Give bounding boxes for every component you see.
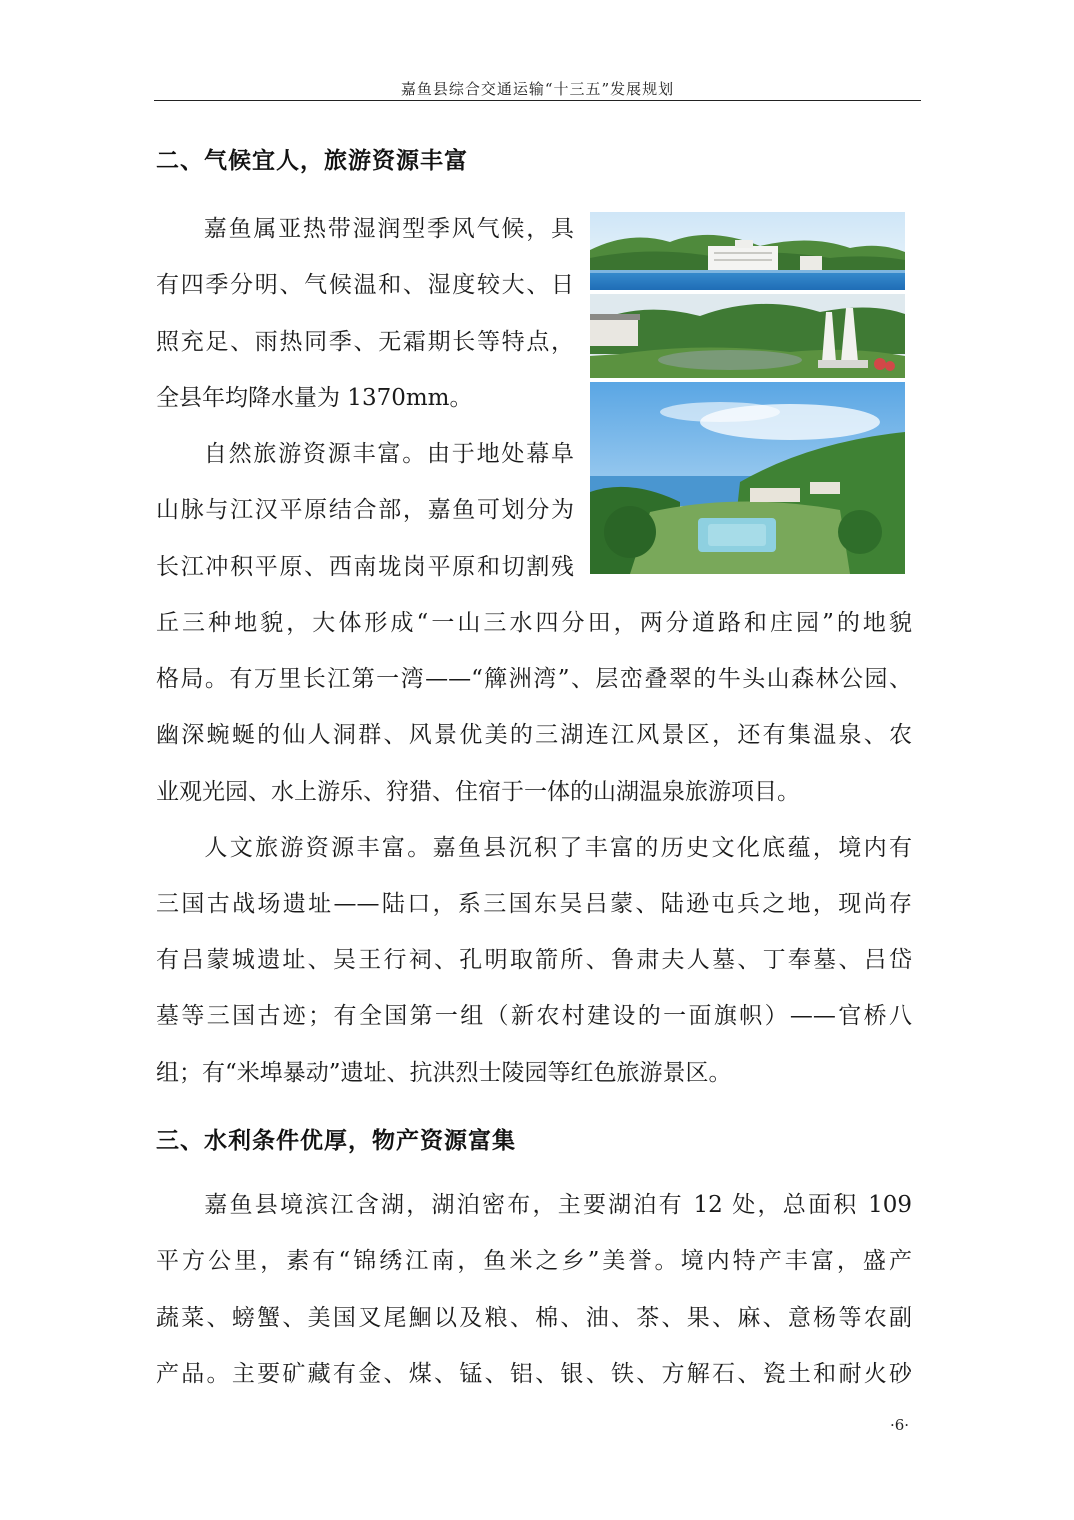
text-line: 自然旅游资源丰富。由于地处幕阜: [202, 441, 574, 467]
text-line: 平方公里，素有“锦绣江南，鱼米之乡”美誉。境内特产丰富，盛产: [156, 1248, 912, 1274]
text-line: 照充足、雨热同季、无霜期长等特点，: [156, 329, 574, 355]
text-line: 组；有“米埠暴动”遗址、抗洪烈士陵园等红色旅游景区。: [156, 1060, 732, 1086]
text-line: 长江冲积平原、西南垅岗平原和切割残: [156, 554, 574, 580]
hot-spring-lake-photo: [590, 382, 905, 574]
text-line: 蔬菜、螃蟹、美国叉尾鮰以及粮、棉、油、茶、果、麻、意杨等农副: [156, 1305, 912, 1331]
header-rule: [154, 100, 921, 101]
text-line: 有四季分明、气候温和、湿度较大、日: [156, 272, 574, 298]
text-line: 山脉与江汉平原结合部，嘉鱼可划分为: [156, 497, 574, 523]
text-line: 全县年均降水量为 1370mm。: [156, 385, 473, 411]
tourism-photo-collage: [590, 212, 905, 574]
running-header: 嘉鱼县综合交通运输“十三五”发展规划: [400, 80, 675, 98]
text-line: 业观光园、水上游乐、狩猎、住宿于一体的山湖温泉旅游项目。: [156, 779, 800, 805]
text-line: 产品。主要矿藏有金、煤、锰、铝、银、铁、方解石、瓷土和耐火砂: [156, 1361, 912, 1387]
text-line: 丘三种地貌，大体形成“一山三水四分田，两分道路和庄园”的地貌: [156, 610, 912, 636]
section-heading-3: 三、水利条件优厚，物产资源富集: [156, 1128, 516, 1154]
text-line: 有吕蒙城遗址、吴王行祠、孔明取箭所、鲁肃夫人墓、丁奉墓、吕岱: [156, 947, 912, 973]
text-line: 嘉鱼县境滨江含湖，湖泊密布，主要湖泊有 12 处，总面积 109: [202, 1192, 912, 1218]
text-line: 嘉鱼属亚热带湿润型季风气候，具: [202, 216, 574, 242]
page-number: ·6·: [890, 1416, 910, 1434]
text-line: 格局。有万里长江第一湾——“簰洲湾”、层峦叠翠的牛头山森林公园、: [156, 666, 912, 692]
text-line: 墓等三国古迹；有全国第一组（新农村建设的一面旗帜）——官桥八: [156, 1003, 912, 1029]
resort-lakeside-photo: [590, 212, 905, 290]
text-line: 幽深蜿蜒的仙人洞群、风景优美的三湖连江风景区，还有集温泉、农: [156, 722, 912, 748]
section-heading-2: 二、气候宜人，旅游资源丰富: [156, 148, 468, 174]
text-line: 人文旅游资源丰富。嘉鱼县沉积了丰富的历史文化底蕴，境内有: [202, 835, 912, 861]
text-line: 三国古战场遗址——陆口，系三国东吴吕蒙、陆逊屯兵之地，现尚存: [156, 891, 912, 917]
park-statues-photo: [590, 294, 905, 378]
